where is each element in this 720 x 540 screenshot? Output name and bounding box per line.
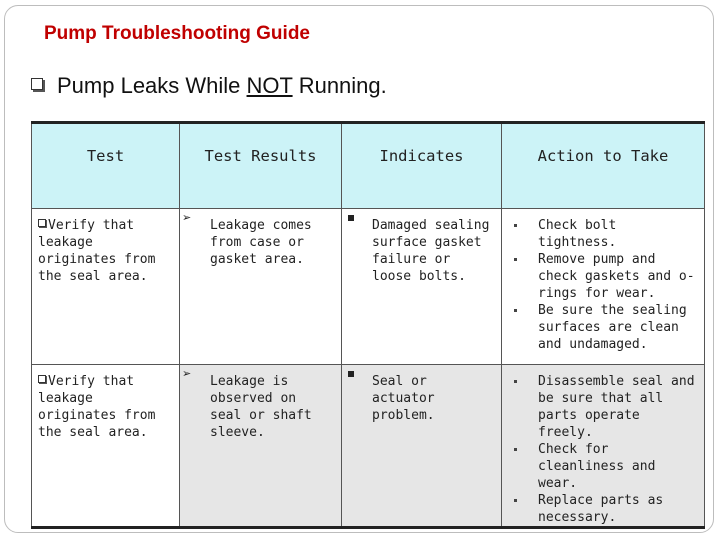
dot-bullet-icon — [514, 499, 517, 502]
list-item — [508, 251, 698, 302]
indicates-cell — [342, 209, 502, 365]
test-text: Verify that leakage originates from the seal area. — [38, 374, 156, 440]
action-text: Check bolt tightness. — [538, 218, 617, 250]
dot-bullet-icon — [514, 448, 517, 451]
indicates-text: Damaged sealing surface gasket failure or loose bolts. — [372, 218, 490, 284]
indicates-text: Seal or actuator problem. — [372, 374, 435, 423]
action-cell — [502, 365, 705, 528]
table-row — [32, 209, 705, 365]
action-text: Check for cleanliness and wear. — [538, 442, 656, 491]
list-item — [508, 492, 698, 526]
heading-text-end: Running. — [292, 73, 387, 98]
list-item — [508, 373, 698, 441]
heading-text-underlined: NOT — [246, 73, 293, 98]
section-heading — [31, 73, 387, 99]
result-text: Leakage is observed on seal or shaft sleeve. — [210, 374, 312, 440]
slide-title: Pump Troubleshooting Guide — [44, 23, 310, 44]
indicates-cell — [342, 365, 502, 528]
test-text: Verify that leakage originates from the seal area. — [38, 218, 156, 284]
result-cell — [180, 365, 342, 528]
list-item — [508, 302, 698, 353]
header-test: Test — [32, 123, 180, 209]
action-text: Remove pump and check gaskets and o-rings for wear. — [538, 252, 695, 301]
square-bullet-icon — [348, 371, 354, 377]
action-text: Disassemble seal and be sure that all parts operate freely. — [538, 374, 695, 440]
dot-bullet-icon — [514, 380, 517, 383]
action-cell — [502, 209, 705, 365]
action-list — [508, 217, 698, 353]
list-item — [508, 217, 698, 251]
header-indicates: Indicates — [342, 123, 502, 209]
table-header-row — [32, 123, 705, 209]
checkbox-bullet-icon — [31, 78, 43, 90]
action-text: Replace parts as necessary. — [538, 493, 664, 525]
action-text: Be sure the sealing surfaces are clean and undamaged. — [538, 303, 687, 352]
header-action-to-take: Action to Take — [502, 123, 705, 209]
test-cell — [32, 209, 180, 365]
test-cell — [32, 365, 180, 528]
troubleshooting-table — [31, 121, 705, 529]
arrow-bullet-icon: ➢ — [182, 211, 192, 224]
dot-bullet-icon — [514, 309, 517, 312]
dot-bullet-icon — [514, 258, 517, 261]
checkbox-bullet-icon — [38, 219, 46, 227]
arrow-bullet-icon: ➢ — [182, 367, 192, 380]
checkbox-bullet-icon — [38, 375, 46, 383]
dot-bullet-icon — [514, 224, 517, 227]
header-test-results: Test Results — [180, 123, 342, 209]
square-bullet-icon — [348, 215, 354, 221]
result-cell — [180, 209, 342, 365]
action-list — [508, 373, 698, 526]
list-item — [508, 441, 698, 492]
heading-text-start: Pump Leaks While — [57, 73, 247, 98]
result-text: Leakage comes from case or gasket area. — [210, 218, 312, 267]
table-row — [32, 365, 705, 528]
